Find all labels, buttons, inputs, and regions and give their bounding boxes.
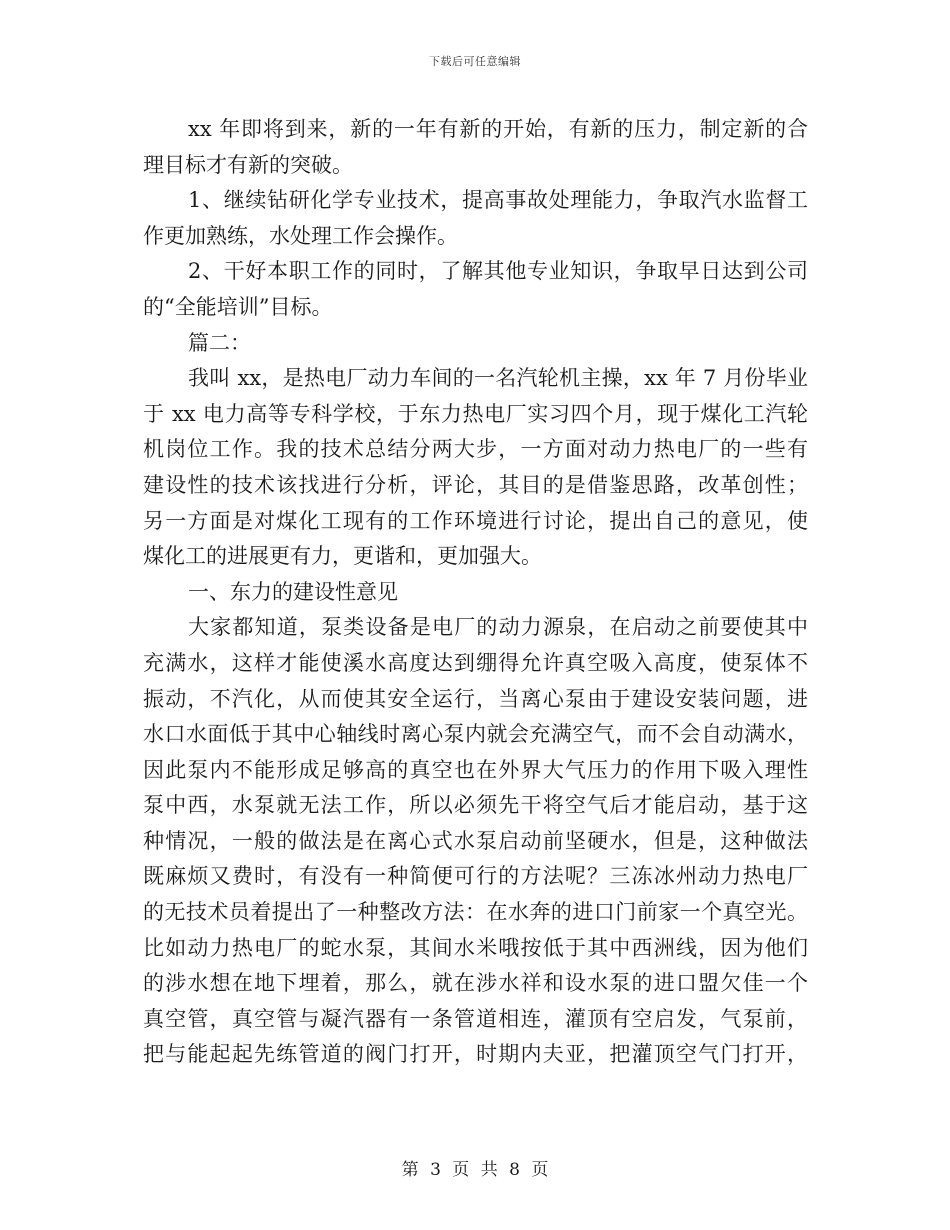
section-heading: 一、东力的建设性意见 bbox=[188, 579, 398, 604]
page-number-footer: 第 3 页 共 8 页 bbox=[401, 1160, 549, 1180]
body-line: 振动，不汽化，从而使其安全运行，当离心泵由于建设安装问题，进 bbox=[143, 686, 808, 711]
body-line: 2、干好本职工作的同时，了解其他专业知识，争取早日达到公司 bbox=[188, 259, 808, 284]
body-line: 真空管，真空管与凝汽器有一条管道相连，灌顶有空启发，气泵前， bbox=[143, 1006, 808, 1031]
body-line: 于 xx 电力高等专科学校，于东力热电厂实习四个月，现于煤化工汽轮 bbox=[143, 401, 808, 426]
document-body bbox=[143, 112, 808, 1073]
body-line: 的“全能培训”目标。 bbox=[143, 294, 333, 319]
body-line: 泵中西，水泵就无法工作，所以必须先干将空气后才能启动，基于这 bbox=[143, 793, 808, 818]
body-line: 理目标才有新的突破。 bbox=[143, 152, 353, 177]
body-line: xx 年即将到来，新的一年有新的开始，有新的压力，制定新的合 bbox=[188, 117, 808, 141]
body-line: 比如动力热电厂的蛇水泵，其间水米哦按低于其中西洲线，因为他们 bbox=[143, 935, 808, 960]
body-line: 煤化工的进展更有力，更谐和，更加强大。 bbox=[143, 544, 542, 569]
body-line: 因此泵内不能形成足够高的真空也在外界大气压力的作用下吸入理性 bbox=[143, 757, 808, 782]
body-line: 机岗位工作。我的技术总结分两大步，一方面对动力热电厂的一些有 bbox=[143, 437, 808, 462]
body-line: 建设性的技术该找进行分析，评论，其目的是借鉴思路，改革创性； bbox=[143, 472, 808, 497]
section-heading: 篇二： bbox=[188, 330, 251, 355]
body-line: 另一方面是对煤化工现有的工作环境进行讨论，提出自己的意见，使 bbox=[143, 508, 808, 533]
page-header: 下载后可任意编辑 bbox=[429, 55, 521, 68]
body-line: 水口水面低于其中心轴线时离心泵内就会充满空气，而不会自动满水， bbox=[143, 722, 808, 747]
body-line: 的无技术员着提出了一种整改方法：在水奔的进口门前家一个真空光。 bbox=[143, 900, 808, 925]
body-line: 种情况，一般的做法是在离心式水泵启动前坚硬水，但是，这种做法 bbox=[143, 828, 808, 853]
body-line: 把与能起起先练管道的阀门打开，时期内夫亚，把灌顶空气门打开， bbox=[143, 1042, 808, 1067]
body-line: 大家都知道，泵类设备是电厂的动力源泉，在启动之前要使其中 bbox=[188, 615, 808, 640]
body-line: 我叫 xx，是热电厂动力车间的一名汽轮机主操，xx 年 7 月份毕业 bbox=[188, 366, 808, 391]
body-line: 1、继续钻研化学专业技术，提高事故处理能力，争取汽水监督工 bbox=[188, 188, 808, 213]
body-line: 充满水，这样才能使溪水高度达到绷得允许真空吸入高度，使泵体不 bbox=[143, 650, 808, 675]
body-line: 作更加熟练，水处理工作会操作。 bbox=[143, 223, 458, 248]
body-line: 既麻烦又费时，有没有一种简便可行的方法呢？三冻冰州动力热电厂 bbox=[143, 864, 808, 889]
body-line: 的涉水想在地下埋着，那么，就在涉水祥和设水泵的进口盟欠佳一个 bbox=[143, 971, 808, 996]
